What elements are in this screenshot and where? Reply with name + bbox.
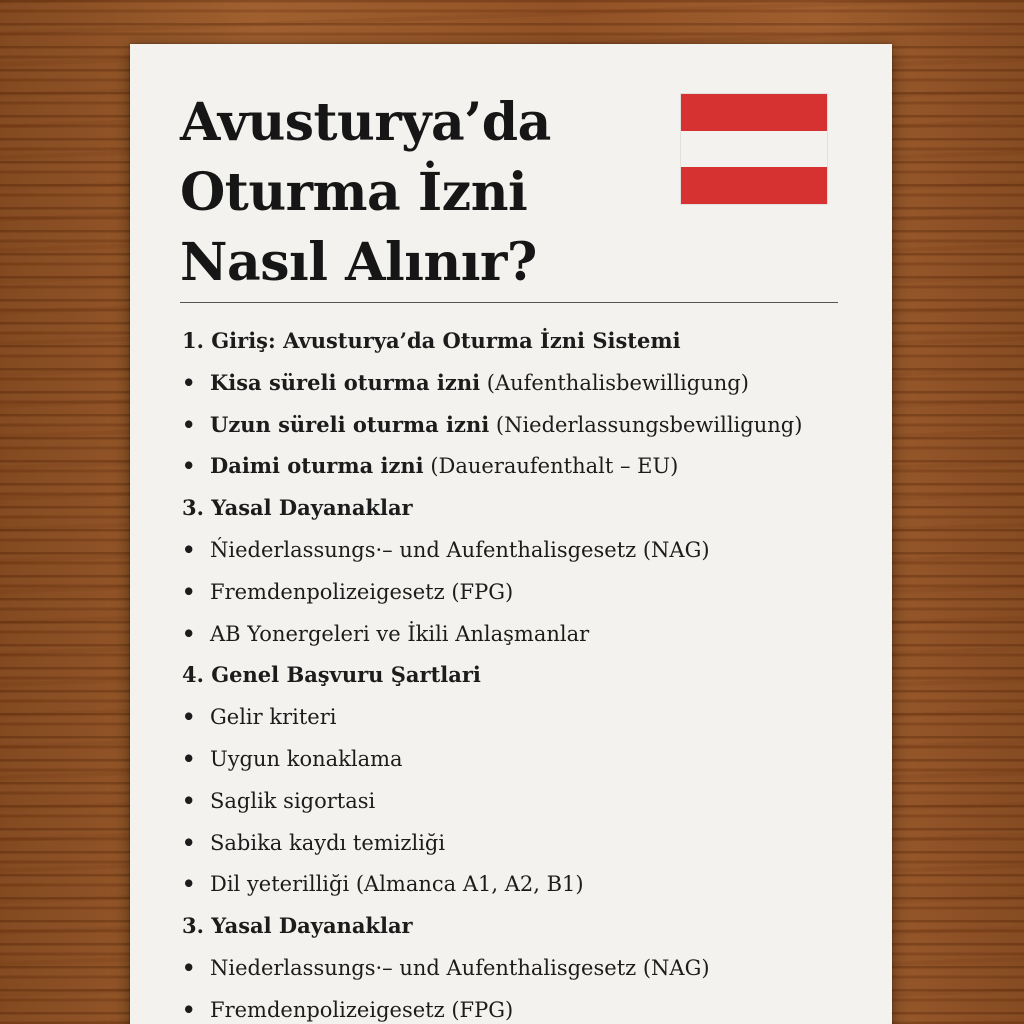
flag-stripe-middle (681, 131, 827, 168)
bullet-item (182, 822, 862, 864)
title-line: Nasıl Alınır? (180, 232, 537, 293)
bullet-term-note: (Aufenthalisbewilligung) (480, 370, 749, 395)
heading-text: 3. Yasal Dayanaklar (182, 913, 413, 939)
document-title (180, 88, 650, 298)
section-heading (182, 654, 862, 696)
bullet-item (182, 362, 862, 404)
bullet-text: Fremdenpolizeigesetz (FPG) (210, 997, 514, 1022)
bullet-bold-term: Daimi oturma izni (210, 453, 424, 479)
bullet-item (182, 445, 862, 487)
bullet-item (182, 947, 862, 989)
section-heading (182, 905, 862, 947)
bullet-term-note: (Niederlassungsbewilligung) (489, 412, 803, 437)
bullet-text: Niederlassungs·– und Aufenthalisgesetz (NAG) (210, 955, 710, 980)
bullet-item (182, 571, 862, 613)
section-heading (182, 487, 862, 529)
bullet-text: Saglik sigortasi (210, 788, 376, 813)
document-page (130, 44, 892, 1024)
bullet-bold-term: Kisa süreli oturma izni (210, 369, 481, 395)
bullet-item (182, 529, 862, 571)
title-line: Oturma İzni (180, 162, 528, 223)
content-list (182, 320, 862, 1024)
bullet-text: Dil yeterilliği (Almanca A1, A2, B1) (210, 872, 584, 897)
bullet-item (182, 989, 862, 1024)
bullet-text: Uygun konaklama (210, 746, 403, 771)
bullet-bold-term: Uzun süreli oturma izni (210, 411, 490, 437)
bullet-text: Fremdenpolizeigesetz (FPG) (210, 579, 514, 604)
flag-stripe-top (681, 94, 827, 131)
bullet-text: AB Yonergeleri ve İkili Anlaşmanlar (210, 621, 590, 646)
bullet-text: Gelir kriteri (210, 705, 337, 730)
bullet-item (182, 404, 862, 446)
bullet-text: Sabika kaydı temizliği (210, 830, 446, 855)
bullet-item (182, 613, 862, 655)
bullet-text: Ńiederlassungs·– und Aufenthalisgesetz (NAG) (210, 537, 710, 562)
flag-stripe-bottom (681, 167, 827, 204)
title-divider (180, 302, 838, 303)
heading-text: 3. Yasal Dayanaklar (182, 495, 413, 521)
bullet-item (182, 738, 862, 780)
title-line: Avusturya’da (180, 92, 551, 153)
section-heading (182, 320, 862, 362)
austria-flag (681, 94, 827, 204)
bullet-item (182, 696, 862, 738)
bullet-item (182, 863, 862, 905)
heading-text: 4. Genel Başvuru Şartlari (182, 662, 481, 688)
bullet-item (182, 780, 862, 822)
heading-text: 1. Giriş: Avusturya’da Oturma İzni Sistemi (182, 328, 681, 353)
bullet-term-note: (Daueraufenthalt – EU) (423, 454, 679, 479)
